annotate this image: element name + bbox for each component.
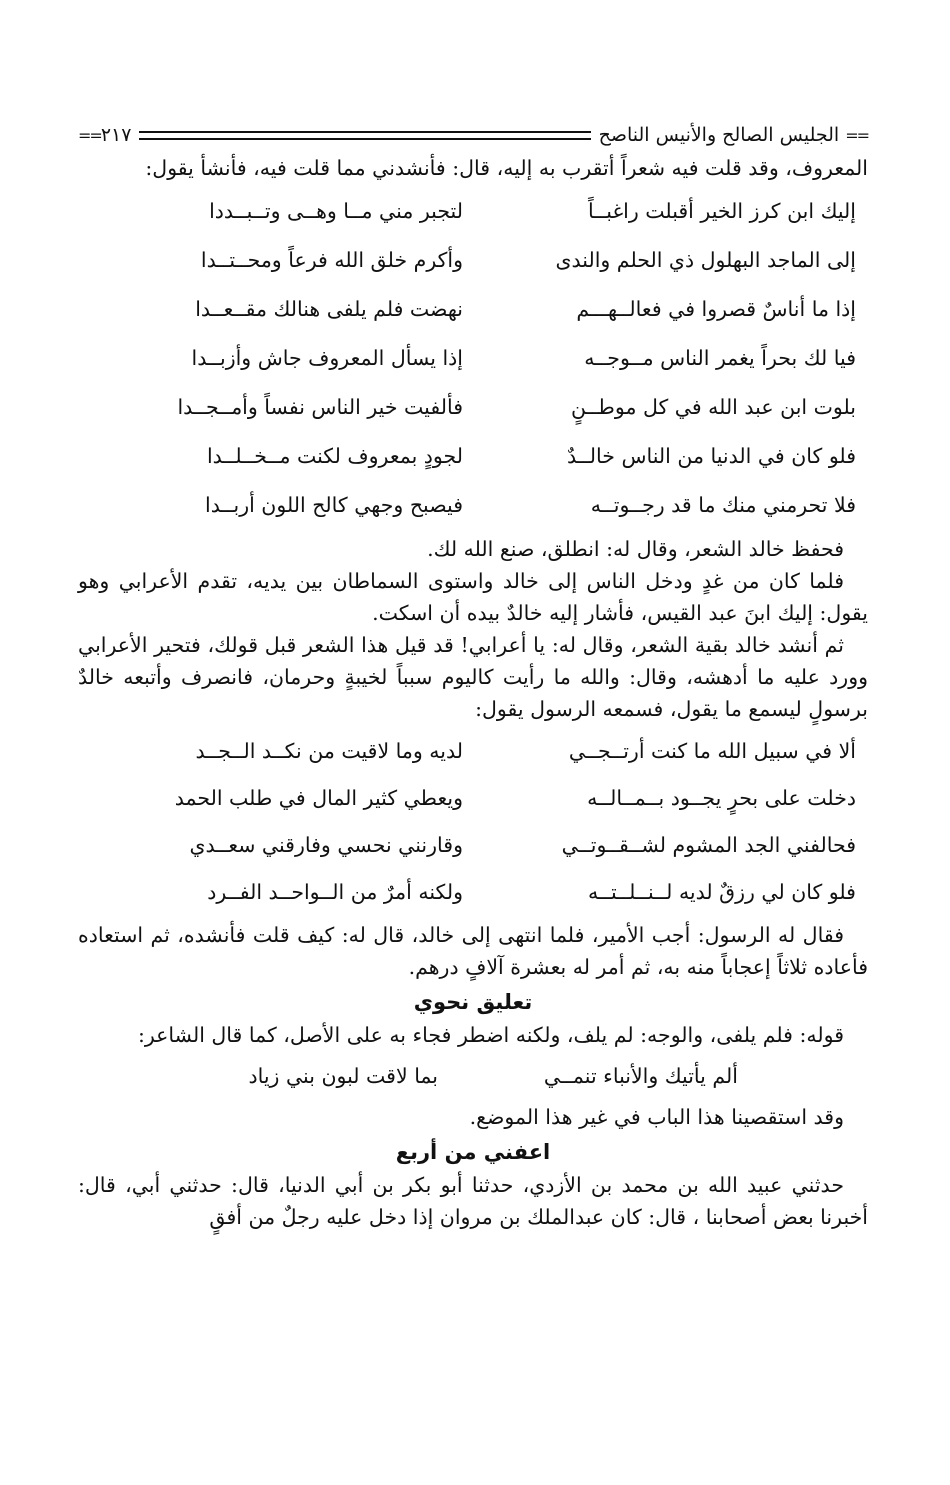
body-paragraph: وقد استقصينا هذا الباب في غير هذا الموضع. bbox=[469, 1105, 844, 1129]
verse-first-hemistich: فحالفني الجد المشوم لشــقــوتــي bbox=[561, 832, 856, 857]
header-ornament: == bbox=[845, 125, 868, 145]
section-heading: تعليق نحوي bbox=[413, 990, 533, 1014]
section-heading: اعفني من أربع bbox=[395, 1140, 551, 1164]
verse-line bbox=[78, 235, 868, 284]
verse-second-hemistich: لجودٍ بمعروف لكنت مــخــلــدا bbox=[206, 443, 463, 468]
verse-second-hemistich: بما لاقت لبون بني زياد bbox=[248, 1064, 438, 1088]
verse-first-hemistich: دخلت على بحرٍ يجــود بــمــالــه bbox=[587, 785, 856, 810]
poem-2 bbox=[78, 727, 868, 915]
header-ornament: == bbox=[78, 125, 101, 145]
body-paragraph: حدثني عبيد الله بن محمد بن الأزدي، حدثنا أبو بكر بن أبي الدنيا، قال: حدثني أبي، قال: أخبرنا بعض أصحابنا ، قال: كان عبدالملك بن مروان إذا دخل عليه رجلٌ من أفقٍ bbox=[78, 1173, 868, 1229]
verse-line bbox=[78, 382, 868, 431]
verse-line bbox=[78, 821, 868, 868]
verse-first-hemistich: فلو كان في الدنيا من الناس خالــدٌ bbox=[567, 443, 856, 468]
book-title: الجليس الصالح والأنيس الناصح bbox=[598, 124, 840, 146]
verse-first-hemistich: فيا لك بحراً يغمر الناس مــوجــه bbox=[584, 345, 856, 370]
verse-line bbox=[78, 727, 868, 774]
verse-first-hemistich: فلا تحرمني منك ما قد رجــوتــه bbox=[590, 492, 856, 517]
verse-second-hemistich: وأكرم خلق الله فرعاً ومحــتــدا bbox=[200, 247, 463, 272]
verse-second-hemistich: ويعطي كثير المال في طلب الحمد bbox=[174, 785, 463, 810]
verse-second-hemistich: إذا يسأل المعروف جاش وأزبــدا bbox=[191, 345, 463, 370]
intro-paragraph: المعروف، وقد قلت فيه شعراً أتقرب به إليه، قال: فأنشدني مما قلت فيه، فأنشأ يقول: bbox=[145, 156, 868, 180]
document-page bbox=[78, 118, 868, 1233]
verse-second-hemistich: فألفيت خير الناس نفساً وأمــجــدا bbox=[177, 394, 463, 419]
body-paragraph: ثم أنشد خالد بقية الشعر، وقال له: يا أعرابي! قد قيل هذا الشعر قبل قولك، فتحير الأعرابي وورد عليه ما أدهشه، وقال: والله ما رأيت كاليوم سبباً لخيبةٍ وحرمان، فانصرف وأتبعه خالدٌ برسولٍ ليسمع ما يقول، فسمعه الرسول يقول: bbox=[78, 633, 868, 721]
body-paragraph: قوله: فلم يلفى، والوجه: لم يلف، ولكنه اضطر فجاء به على الأصل، كما قال الشاعر: bbox=[137, 1023, 844, 1047]
verse-second-hemistich: لديه وما لاقيت من نكــد الــجــد bbox=[195, 738, 463, 763]
verse-line bbox=[78, 186, 868, 235]
verse-second-hemistich: لتجبر مني مــا وهــى وتــبــددا bbox=[209, 198, 463, 223]
quoted-verse bbox=[78, 1051, 868, 1101]
verse-second-hemistich: ولكنه أمرٌ من الــواحــد الفــرد bbox=[207, 879, 463, 904]
verse-line bbox=[78, 480, 868, 529]
body-paragraph: فقال له الرسول: أجب الأمير، فلما انتهى إلى خالد، قال له: كيف قلت فأنشده، ثم استعاده فأعاده ثلاثاً إعجاباً منه به، ثم أمر له بعشرة آلافٍ درهم. bbox=[78, 923, 868, 979]
poem-1 bbox=[78, 186, 868, 529]
verse-first-hemistich: بلوت ابن عبد الله في كل موطــنٍ bbox=[570, 394, 856, 419]
verse-second-hemistich: وقارنني نحسي وفارقني سعــدي bbox=[189, 832, 463, 857]
verse-first-hemistich: فلو كان لي رزقٌ لديه لــنــلــتــه bbox=[587, 879, 856, 904]
body-paragraph: فحفظ خالد الشعر، وقال له: انطلق، صنع الله لك. bbox=[427, 537, 844, 561]
verse-first-hemistich: إليك ابن كرز الخير أقبلت راغبــاً bbox=[588, 198, 856, 223]
verse-first-hemistich: ألم يأتيك والأنباء تنمــي bbox=[543, 1064, 738, 1088]
verse-line bbox=[78, 774, 868, 821]
body-paragraph: فلما كان من غدٍ ودخل الناس إلى خالد واستوى السماطان بين يديه، تقدم الأعرابي وهو يقول: إليك ابنَ عبد القيس، فأشار إليه خالدٌ بيده أن اسكت. bbox=[78, 569, 868, 625]
verse-line bbox=[78, 868, 868, 915]
verse-first-hemistich: ألا في سبيل الله ما كنت أرتــجــي bbox=[568, 738, 856, 763]
verse-line bbox=[78, 333, 868, 382]
verse-line bbox=[78, 284, 868, 333]
verse-first-hemistich: إلى الماجد البهلول ذي الحلم والندى bbox=[555, 247, 856, 272]
verse-first-hemistich: إذا ما أناسٌ قصروا في فعالــهـــم bbox=[576, 296, 856, 321]
page-number: ٢١٧ bbox=[100, 124, 132, 146]
verse-second-hemistich: فيصبح وجهي كالح اللون أربــدا bbox=[205, 492, 463, 517]
verse-second-hemistich: نهضت فلم يلفى هنالك مقــعــدا bbox=[195, 296, 463, 321]
verse-line bbox=[78, 431, 868, 480]
running-header bbox=[78, 118, 868, 152]
header-rule bbox=[139, 131, 590, 140]
